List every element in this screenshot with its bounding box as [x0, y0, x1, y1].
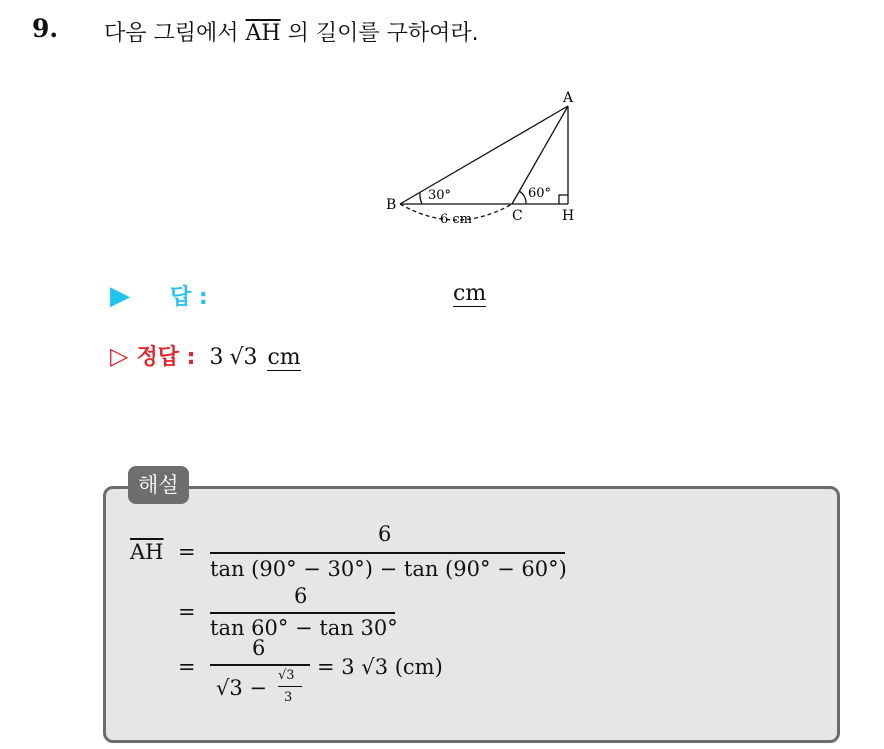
- correct-answer-row: [110, 340, 301, 371]
- line3-inner-fraction-bar: [278, 686, 302, 687]
- line3-result: = 3 √3 (cm): [317, 655, 443, 679]
- solution-tag: 해설: [128, 466, 189, 504]
- angle-c-label: 60°: [528, 186, 552, 201]
- line1-denominator: tan (90° − 30°) − tan (90° − 60°): [210, 557, 567, 581]
- angle-b-label: 30°: [428, 188, 452, 203]
- line1-fraction-bar: [210, 552, 565, 554]
- line3-eq: =: [178, 655, 196, 679]
- line3-numerator: 6: [252, 636, 266, 660]
- solution-eq: =: [178, 540, 196, 564]
- angle-c-arc: [519, 191, 526, 204]
- answer-label: 답 :: [170, 285, 208, 310]
- label-c: C: [512, 208, 523, 224]
- outline-play-icon: ▷: [110, 342, 129, 370]
- line3-fraction-bar: [210, 664, 310, 666]
- question-text-after: 의 길이를 구하여라.: [287, 21, 479, 46]
- line1-numerator: 6: [378, 522, 392, 546]
- label-h: H: [562, 208, 575, 224]
- solution-box: [103, 486, 840, 743]
- label-a: A: [563, 90, 574, 106]
- line2-denominator: tan 60° − tan 30°: [210, 616, 398, 640]
- right-angle-mark: [559, 195, 568, 204]
- line3-inner-numerator: √3: [278, 668, 295, 683]
- correct-coef: 3: [209, 345, 224, 370]
- triangle-figure: [378, 84, 588, 234]
- line3-inner-denominator: 3: [284, 690, 293, 705]
- line2-fraction-bar: [210, 612, 395, 614]
- play-icon: ▶: [110, 280, 130, 311]
- answer-unit: cm: [453, 281, 487, 306]
- line2-numerator: 6: [294, 584, 308, 608]
- angle-b-arc: [420, 193, 422, 204]
- line3-denominator: √3 −: [216, 676, 268, 700]
- line2-eq: =: [178, 600, 196, 624]
- correct-unit: cm: [267, 345, 301, 370]
- answer-row: [110, 280, 208, 311]
- solution-lhs: $\overline{AH}$: [130, 540, 164, 564]
- length-bc-label: 6 cm: [440, 212, 473, 227]
- label-b: B: [386, 197, 397, 213]
- question-text-before: 다음 그림에서: [104, 21, 239, 46]
- correct-radical: √3: [229, 345, 258, 370]
- question-number: 9.: [32, 14, 59, 43]
- correct-label: 정답 :: [136, 345, 196, 370]
- segment-ah: $\overline{AH}$: [245, 21, 281, 46]
- question-text: [104, 16, 479, 47]
